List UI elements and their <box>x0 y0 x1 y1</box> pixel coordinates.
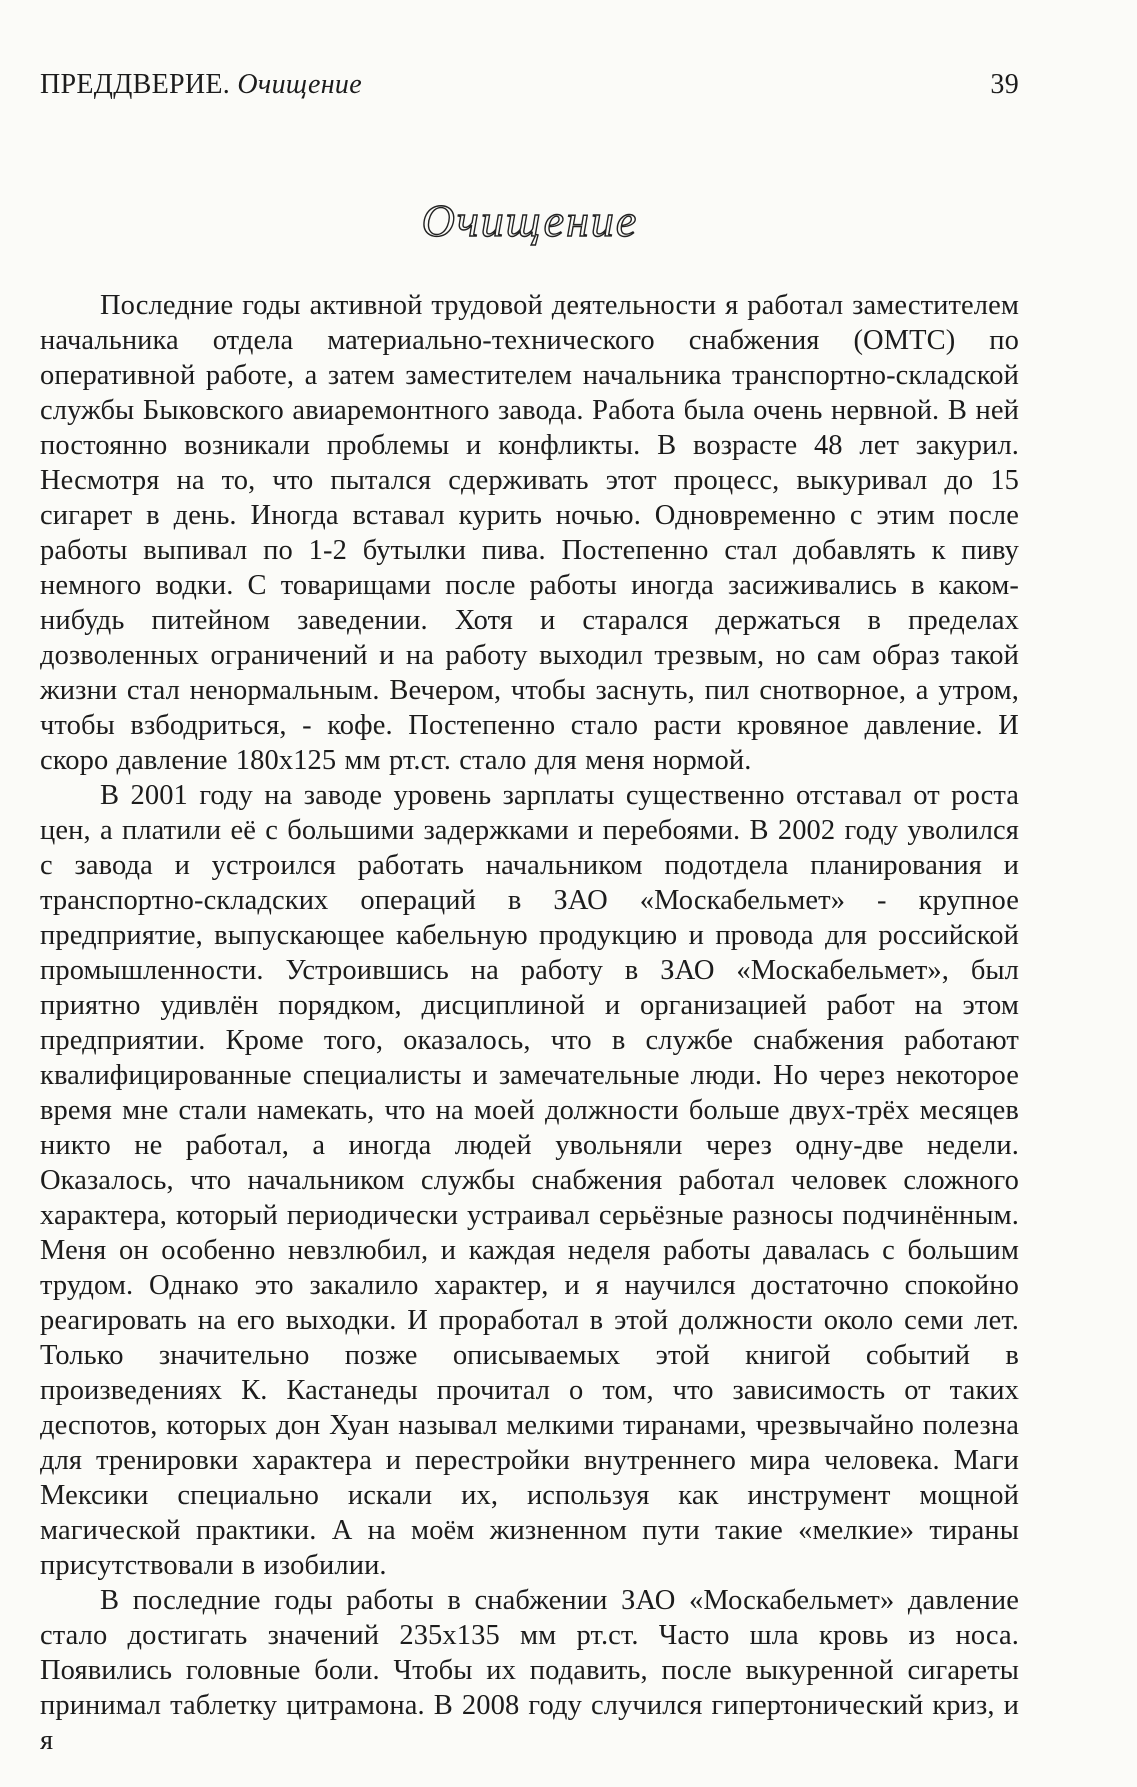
chapter-title-text: Очищение <box>421 195 638 246</box>
subsection-title: Очищение <box>237 69 362 100</box>
running-header <box>40 68 1019 102</box>
paragraph: В последние годы работы в снабжении ЗАО «Москабельмет» давление стало достигать значений 235х135 мм рт.ст. Часто шла кровь из носа. Появились головные боли. Чтобы их подавить, после выкуренной сигареты принимал таблетку цитрамона. В 2008 году случился гипертонический криз, и я <box>40 1585 1019 1756</box>
chapter-title <box>40 192 1019 248</box>
chapter-title-ornamental <box>365 192 695 252</box>
paragraph: В 2001 году на заводе уровень зарплаты существенно отставал от роста цен, а платили её с большими задержками и перебоями. В 2002 году уволился с завода и устроился работать начальником подотдела планирования и транспортно-складских операций в ЗАО «Москабельмет» - крупное предприятие, выпускающее кабельную продукцию и провода для российской промышленности. Устроившись на работу в ЗАО «Москабельмет», был приятно удивлён порядком, дисциплиной и организацией работ на этом предприятии. Кроме того, оказалось, что в службе снабжения работают квалифицированные специалисты и замечательные люди. Но через некоторое время мне стали намекать, что на моей должности больше двух-трёх месяцев никто не работал, а иногда людей увольняли через одну-две недели. Оказалось, что начальником службы снабжения работал человек сложного характера, который периодически устраивал серьёзные разносы подчинённым. Меня он особенно невзлюбил, и каждая неделя работы давалась с большим трудом. Однако это закалило характер, и я научился достаточно спокойно реагировать на его выходки. И проработал в этой должности около семи лет. Только значительно позже описываемых этой книгой событий в произведениях К. Кастанеды прочитал о том, что зависимость от таких деспотов, которых дон Хуан называл мелкими тиранами, чрезвычайно полезна для тренировки характера и перестройки внутреннего мира человека. Маги Мексики специально искали их, используя как инструмент мощной магической практики. А на моём жизненном пути такие «мелкие» тираны присутствовали в изобилии. <box>40 780 1019 1581</box>
page-number: 39 <box>990 69 1019 100</box>
paragraph: Последние годы активной трудовой деятельности я работал заместителем начальника отдела материально-технического снабжения (ОМТС) по оперативной работе, а затем заместителем начальника транспортно-складской службы Быковского авиаремонтного завода. Работа была очень нервной. В ней постоянно возникали проблемы и конфликты. В возрасте 48 лет закурил. Несмотря на то, что пытался сдерживать этот процесс, выкуривал до 15 сигарет в день. Иногда вставал курить ночью. Одновременно с этим после работы выпивал по 1-2 бутылки пива. Постепенно стал добавлять к пиву немного водки. С товарищами после работы иногда засиживались в каком-нибудь питейном заведении. Хотя и старался держаться в пределах дозволенных ограничений и на работу выходил трезвым, но сам образ такой жизни стал ненормальным. Вечером, чтобы заснуть, пил снотворное, а утром, чтобы взбодриться, - кофе. Постепенно стало расти кровяное давление. И скоро давление 180х125 мм рт.ст. стало для меня нормой. <box>40 290 1019 776</box>
running-title <box>40 68 362 102</box>
body-text <box>40 288 1019 1758</box>
section-title: ПРЕДДВЕРИЕ. <box>40 69 231 100</box>
